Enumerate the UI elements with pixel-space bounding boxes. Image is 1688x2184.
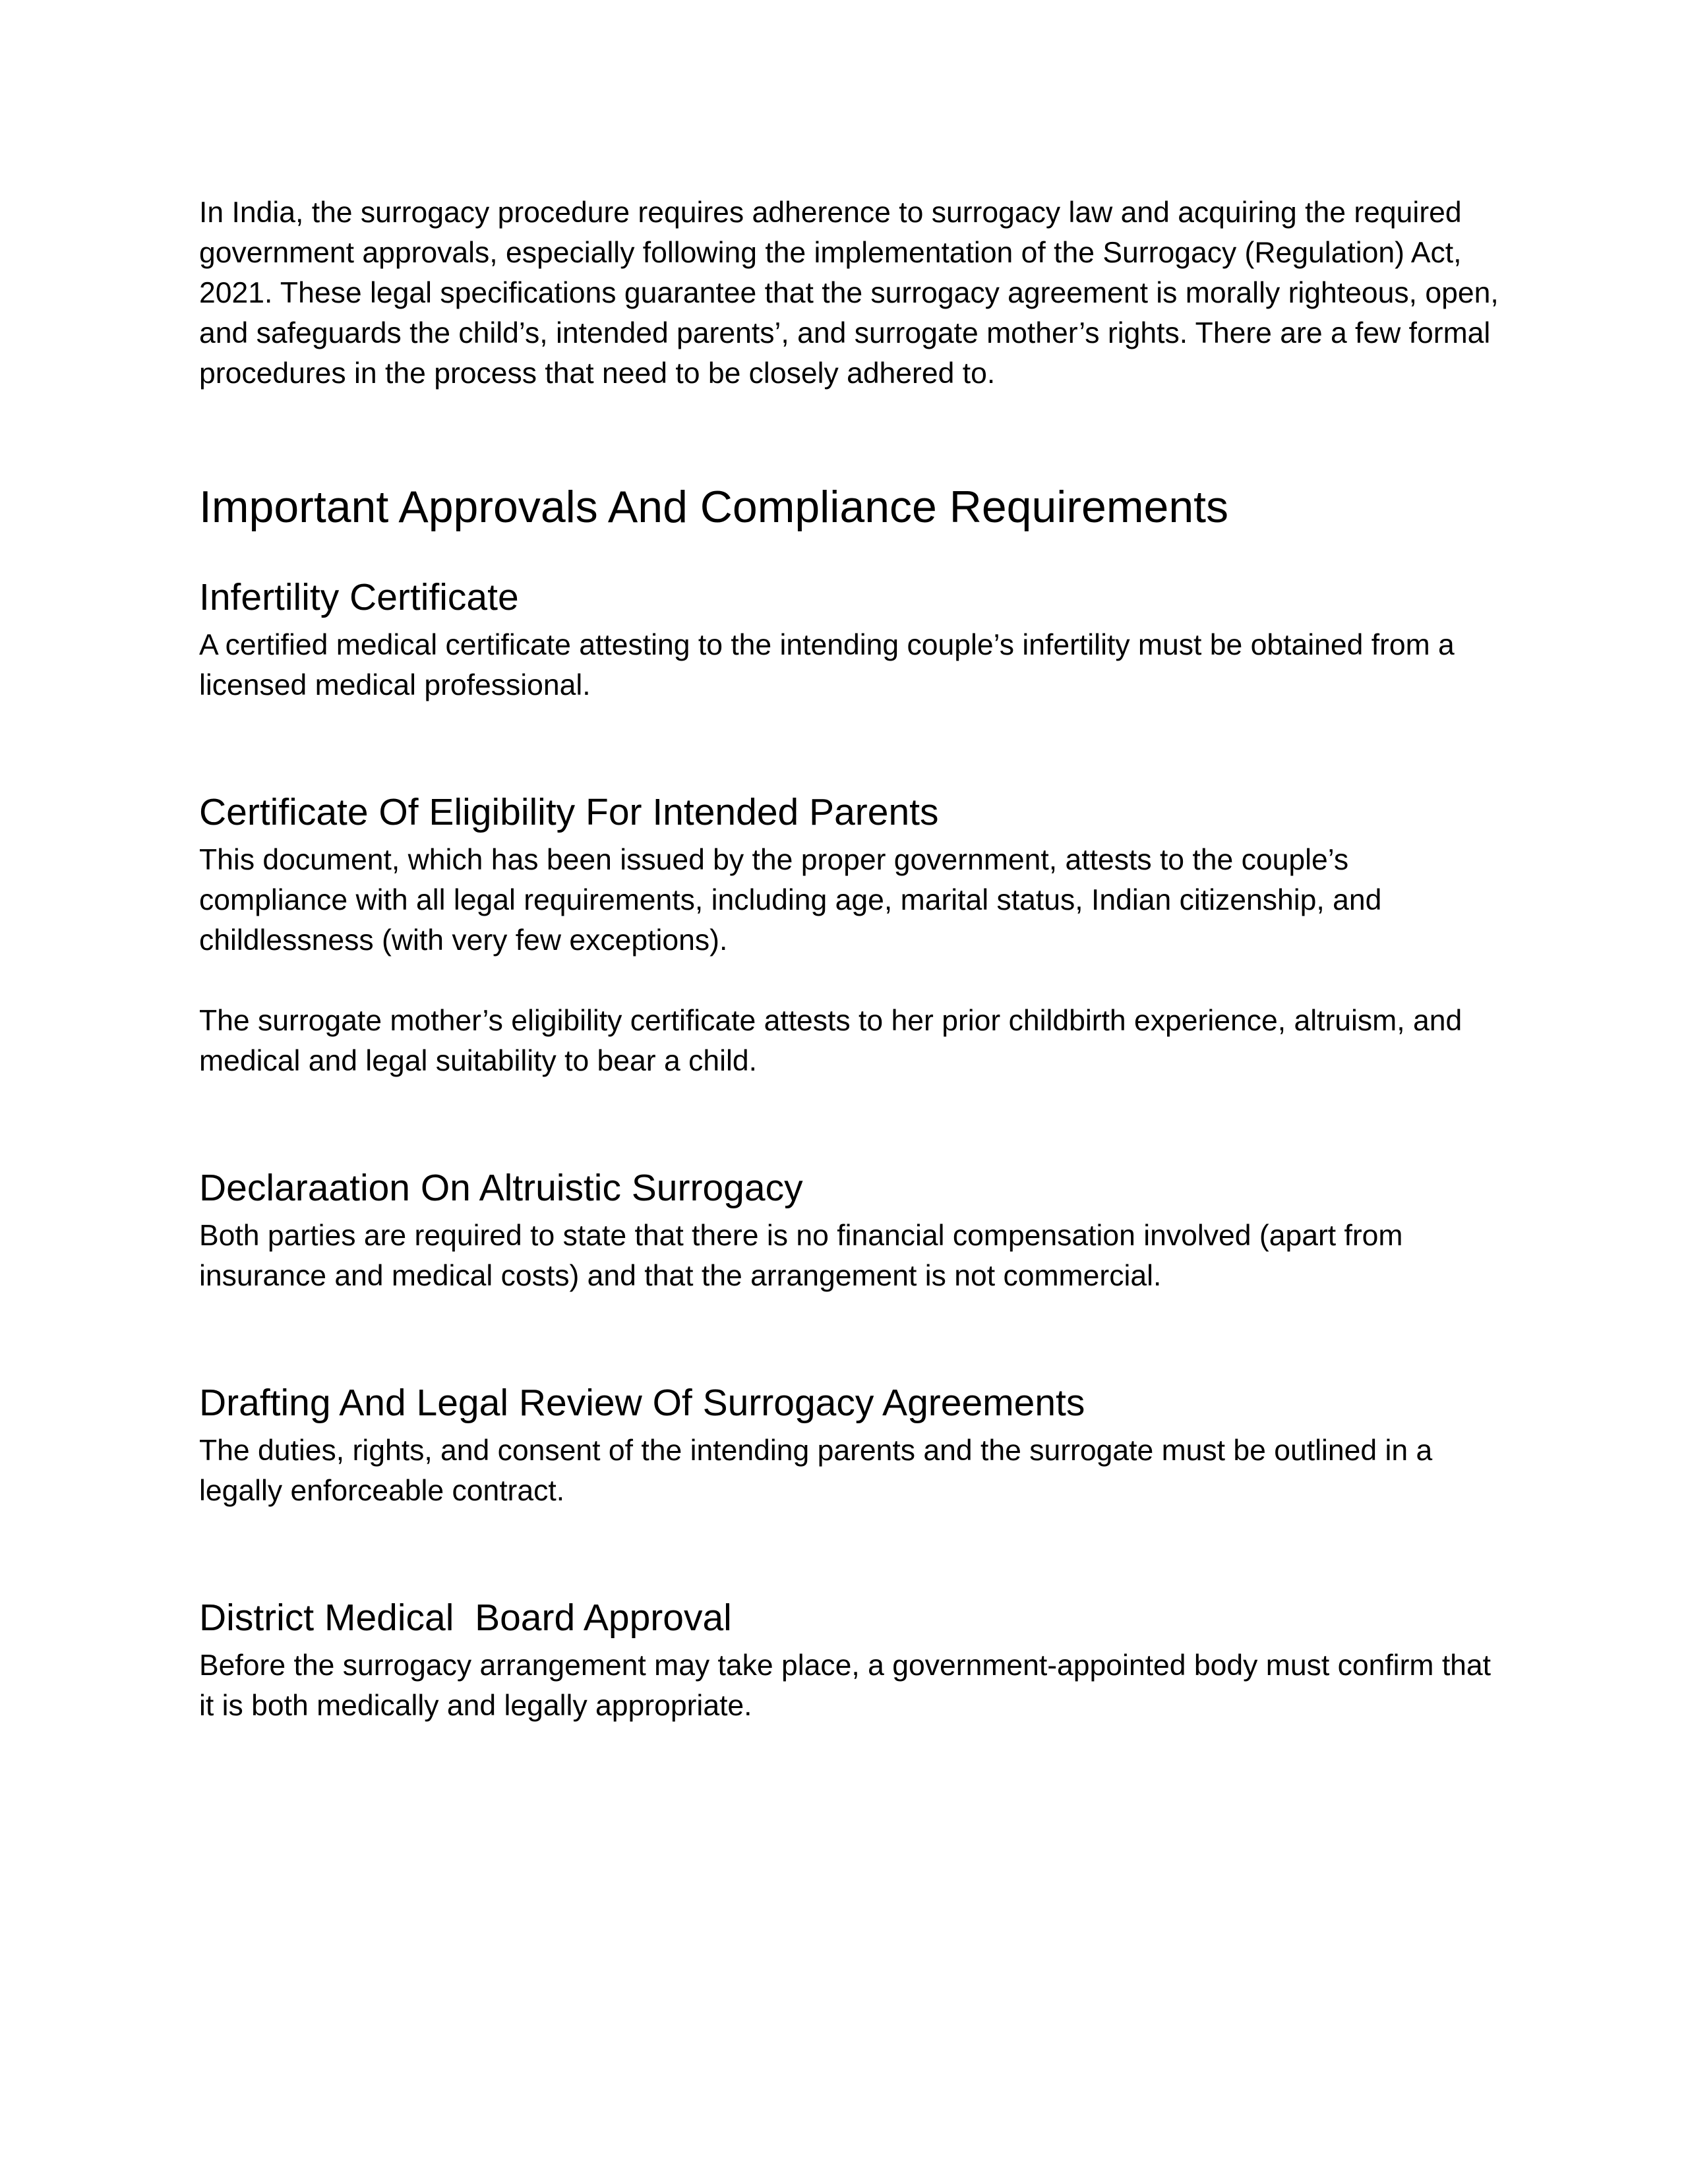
section-paragraph: The surrogate mother’s eligibility certificate attests to her prior childbirth experience, altruism, and medical and legal suitability to bear a child.	[199, 1005, 1462, 1077]
document-content	[199, 192, 1505, 1726]
section-heading: Infertility Certificate	[199, 576, 519, 618]
section-heading: Certificate Of Eligibility For Intended Parents	[199, 791, 939, 833]
section-agreement-drafting	[199, 1380, 1505, 1511]
section-paragraph: A certified medical certificate attesting to the intending couple’s infertility must be obtained from a licensed medical professional.	[199, 629, 1455, 701]
intro-paragraph: In India, the surrogacy procedure requires adherence to surrogacy law and acquiring the required government approvals, especially following the implementation of the Surrogacy (Regulation) Act, 2021. These legal specifications guarantee that the surrogacy agreement is morally righteous, open, and safeguards the child’s, intended parents’, and surrogate mother’s rights. There are a few formal procedures in the process that need to be closely adhered to.	[199, 196, 1499, 390]
section-paragraph: This document, which has been issued by the proper government, attests to the couple’s compliance with all legal requirements, including age, marital status, Indian citizenship, and childlessness (with very few exceptions).	[199, 844, 1382, 957]
section-altruistic-declaration	[199, 1166, 1505, 1296]
section-paragraph: Both parties are required to state that there is no financial compensation involved (apart from insurance and medical costs) and that the arrangement is not commercial.	[199, 1220, 1403, 1292]
main-heading: Important Approvals And Compliance Requirements	[199, 482, 1229, 532]
section-paragraph: Before the surrogacy arrangement may take place, a government-appointed body must confirm that it is both medically and legally appropriate.	[199, 1649, 1492, 1722]
section-infertility-certificate	[199, 575, 1505, 705]
section-eligibility-certificate	[199, 790, 1505, 1081]
section-paragraph: The duties, rights, and consent of the intending parents and the surrogate must be outlined in a legally enforceable contract.	[199, 1434, 1433, 1507]
main-heading-wrap	[199, 481, 1505, 533]
section-heading: District Medical Board Approval	[199, 1597, 732, 1639]
section-heading: Declaraation On Altruistic Surrogacy	[199, 1167, 803, 1209]
section-heading: Drafting And Legal Review Of Surrogacy Agreements	[199, 1382, 1085, 1424]
section-district-board-approval	[199, 1595, 1505, 1726]
